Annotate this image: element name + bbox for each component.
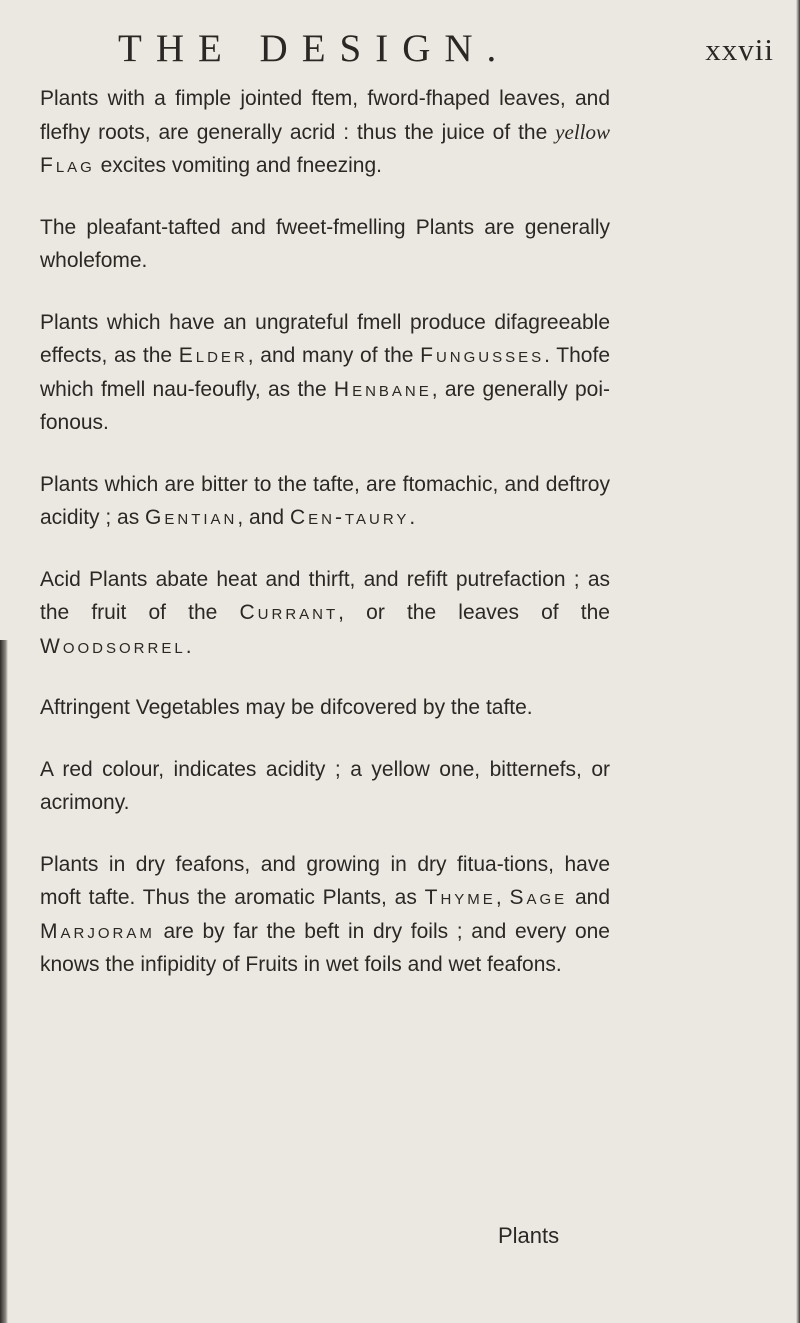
text-run: and xyxy=(567,886,611,909)
paragraph xyxy=(40,82,610,183)
small-caps-term: Sage xyxy=(509,886,568,909)
small-caps-term: Henbane xyxy=(333,377,432,401)
paragraph xyxy=(40,211,610,278)
text-run: , xyxy=(495,886,510,909)
catchword: Plants xyxy=(498,1223,560,1248)
text-run: . xyxy=(409,506,416,529)
small-caps-term: Currant xyxy=(239,601,339,624)
text-run: Plants which have an ungrateful fmell produce difagreeable effects, as the xyxy=(40,310,610,367)
text-run: Plants with a fimple jointed ftem, fword-fhaped leaves, and flefhy roots, are generally acrid : thus the juice of the xyxy=(40,87,610,144)
paragraph xyxy=(40,468,610,535)
text-run: Plants which are bitter to the tafte, are ftomachic, and deftroy acidity ; as xyxy=(40,472,610,529)
body-text xyxy=(40,82,610,1010)
page-number: xxvii xyxy=(705,32,774,67)
page-header xyxy=(118,26,780,76)
page-edge xyxy=(796,0,800,1323)
binding-gutter xyxy=(0,640,8,1323)
small-caps-term: Fungusses xyxy=(420,344,545,367)
paragraph xyxy=(40,563,610,664)
running-title: THE DESIGN. xyxy=(118,27,511,70)
small-caps-term: Elder xyxy=(178,344,248,367)
text-run: , or the leaves of the xyxy=(338,601,610,624)
text-run: . xyxy=(185,634,192,658)
text-run: , are generally poi-fonous. xyxy=(40,377,610,434)
text-run: . Thofe which fmell nau-feoufly, as the xyxy=(40,344,610,401)
text-run: Aftringent Vegetables may be difcovered by the tafte. xyxy=(40,696,533,719)
text-run: Plants in dry feafons, and growing in dry fitua-tions, have moft tafte. Thus the aromatic Plants, as xyxy=(40,852,610,909)
text-run: The pleafant-tafted and fweet-fmelling Plants are generally wholefome. xyxy=(40,215,610,272)
small-caps-term: Gentian xyxy=(145,506,238,529)
text-run: , and xyxy=(237,506,290,529)
paragraph xyxy=(40,306,610,440)
text-run: Acid Plants abate heat and thirft, and refift putrefaction ; as the fruit of the xyxy=(40,567,610,624)
small-caps-term: Cen-taury xyxy=(289,506,410,529)
paragraph xyxy=(40,753,610,820)
small-caps-term: Woodsorrel xyxy=(40,634,186,658)
text-run: are by far the beft in dry foils ; and every one knows the infipidity of Fruits in wet foils and wet feafons. xyxy=(40,919,610,976)
text-run: A red colour, indicates acidity ; a yellow one, bitternefs, or acrimony. xyxy=(40,757,610,814)
small-caps-term: Flag xyxy=(40,154,95,177)
paragraph xyxy=(40,691,610,725)
text-run: excites vomiting and fneezing. xyxy=(94,154,383,177)
small-caps-term: Thyme xyxy=(424,886,496,909)
paragraph xyxy=(40,848,610,982)
italic-word: yellow xyxy=(555,119,610,144)
small-caps-term: Marjoram xyxy=(40,919,155,943)
text-run: , and many of the xyxy=(247,344,421,367)
